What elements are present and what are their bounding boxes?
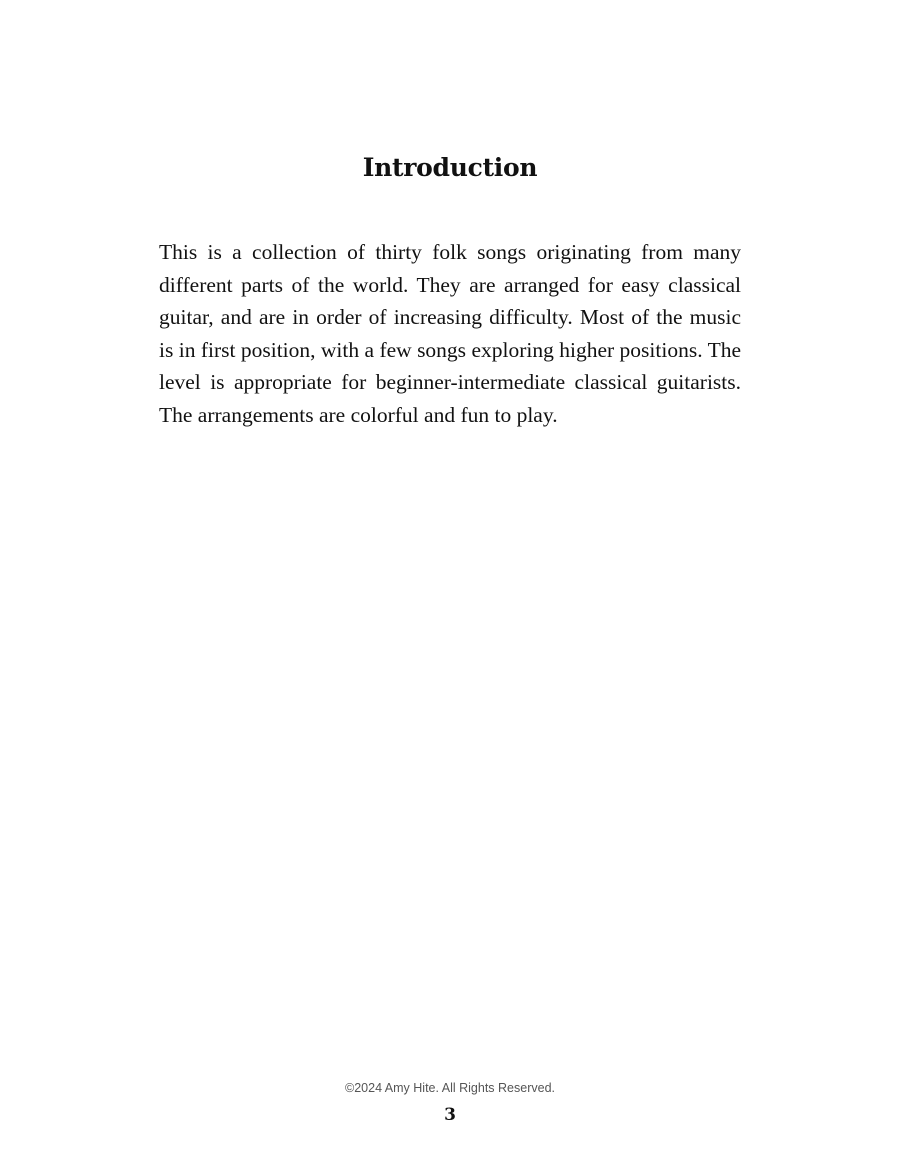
intro-paragraph: This is a collection of thirty folk songs originating from many different parts of the world. They are arranged for easy classical guitar, and are in order of increasing difficulty. Most of the music is in first position, with a few songs exploring higher positions. The level is appropriate for beginner-intermediate classical guitarists. The arrangements are colorful and fun to play. <box>159 240 741 427</box>
page-title: Introduction <box>362 153 538 182</box>
page-number: 3 <box>444 1105 456 1125</box>
copyright-notice: ©2024 Amy Hite. All Rights Reserved. <box>345 1081 555 1095</box>
